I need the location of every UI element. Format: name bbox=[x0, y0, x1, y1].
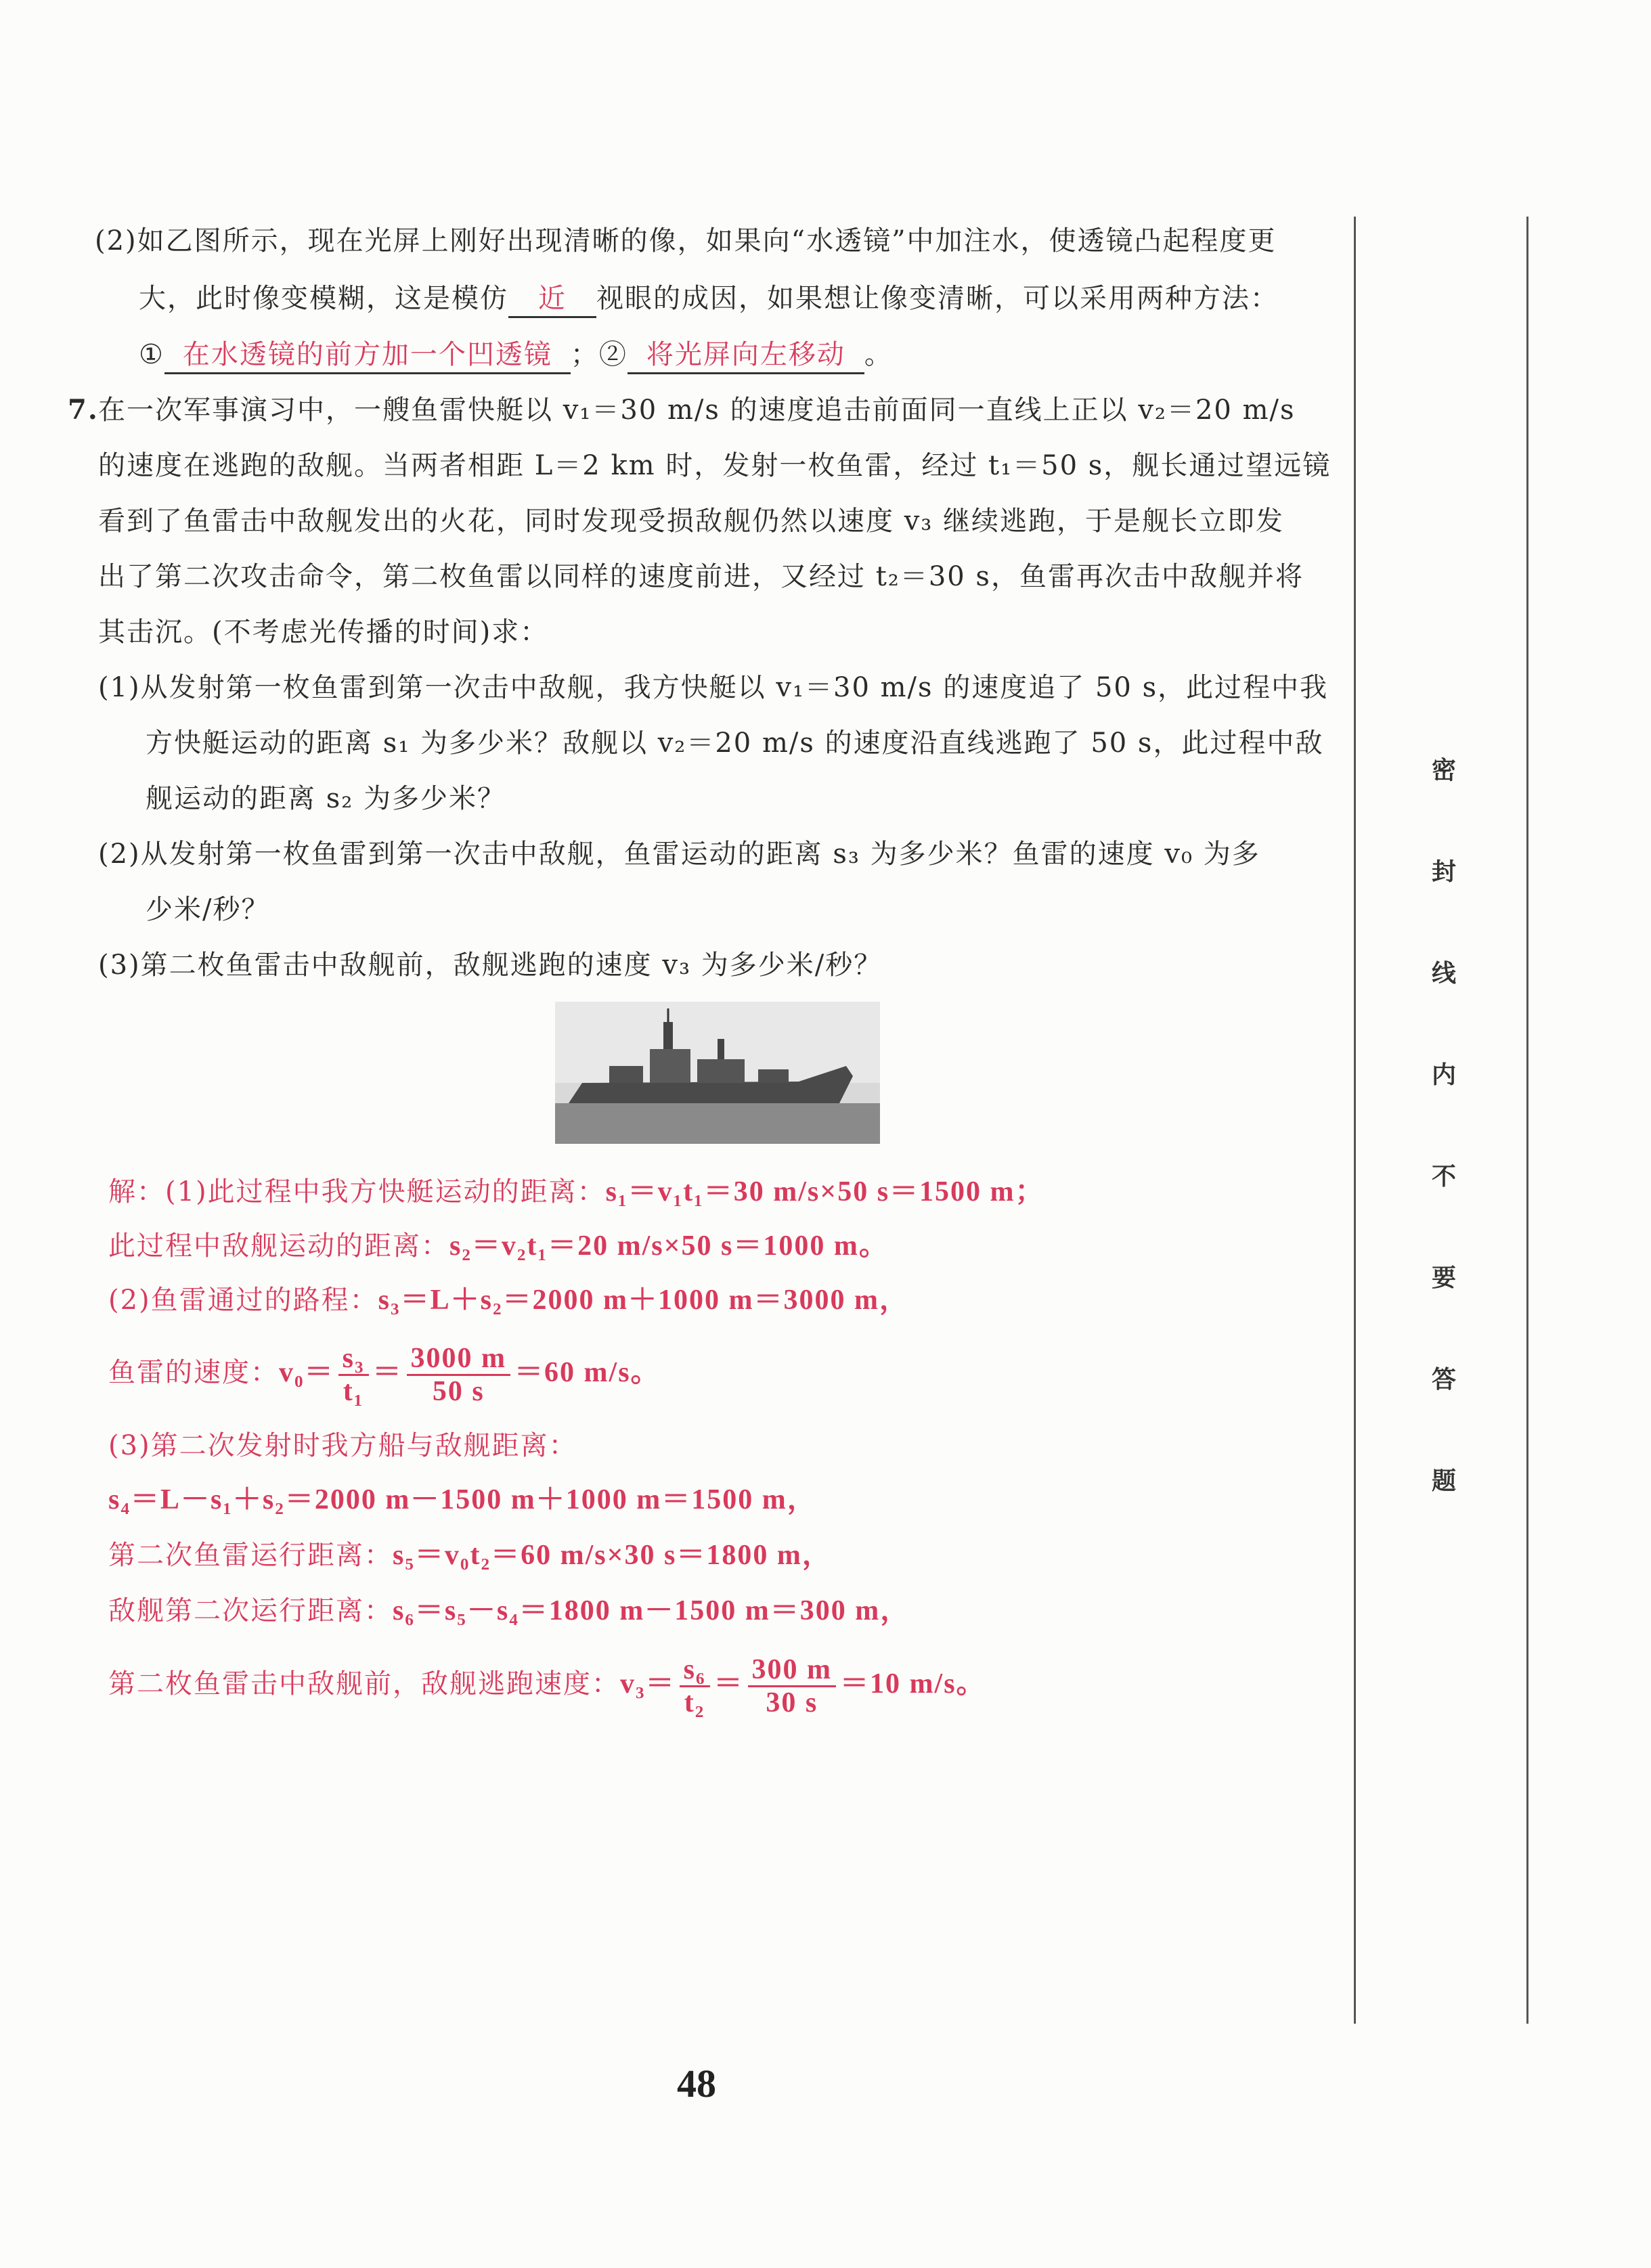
fraction bbox=[407, 1343, 511, 1407]
denominator: 30 s bbox=[766, 1687, 818, 1718]
seal-char: 不 bbox=[1432, 1162, 1457, 1191]
text: 鱼雷的速度： bbox=[108, 1357, 279, 1388]
q7-line: 的速度在逃跑的敌舰。当两者相距 L＝2 km 时，发射一枚鱼雷，经过 t₁＝50 s，舰长通过望远镜 bbox=[98, 450, 1331, 481]
page-number: 48 bbox=[677, 2062, 716, 2106]
q7-line: 看到了鱼雷击中敌舰发出的火花，同时发现受损敌舰仍然以速度 v₃ 继续逃跑，于是舰长立即发 bbox=[98, 506, 1285, 537]
text: ① bbox=[139, 339, 164, 370]
numerator: 300 m bbox=[748, 1654, 837, 1687]
math: v₃＝ bbox=[620, 1668, 676, 1699]
denominator: 50 s bbox=[432, 1375, 485, 1407]
answer-blank-1: 近 bbox=[508, 281, 596, 318]
solution-line-4 bbox=[108, 1340, 661, 1407]
solution-line-7 bbox=[108, 1538, 832, 1573]
q7-line: 其击沉。(不考虑光传播的时间)求： bbox=[98, 617, 549, 648]
solution-line-9 bbox=[108, 1651, 986, 1718]
text: 大，此时像变模糊，这是模仿 bbox=[139, 283, 508, 314]
math: s₃＝L＋s₂＝2000 m＋1000 m＝3000 m， bbox=[378, 1285, 910, 1316]
solution-line-2 bbox=[108, 1228, 889, 1264]
q7-line: 出了第二次攻击命令，第二枚鱼雷以同样的速度前进，又经过 t₂＝30 s，鱼雷再次击中敌舰并将 bbox=[98, 561, 1304, 592]
math: v₀＝ bbox=[279, 1357, 334, 1388]
warship-photo bbox=[555, 1002, 880, 1144]
seal-char: 线 bbox=[1432, 959, 1457, 987]
math: s₆＝s₅－s₄＝1800 m－1500 m＝300 m， bbox=[393, 1595, 910, 1626]
solution-line-6 bbox=[108, 1482, 817, 1517]
math: s₂＝v₂t₁＝20 m/s×50 s＝1000 m。 bbox=[449, 1230, 889, 1262]
q6-part2-line3 bbox=[139, 337, 893, 374]
seal-char: 密 bbox=[1432, 756, 1457, 784]
math: ＝60 m/s。 bbox=[514, 1357, 661, 1388]
q7-sub1-line: (1)从发射第一枚鱼雷到第一次击中敌舰，我方快艇以 v₁＝30 m/s 的速度追了 50 s，此过程中我 bbox=[98, 672, 1329, 703]
solution-line-5: (3)第二次发射时我方船与敌舰距离： bbox=[108, 1430, 577, 1461]
q7-sub1-line: 舰运动的距离 s₂ 为多少米？ bbox=[146, 783, 506, 814]
seal-char: 题 bbox=[1432, 1467, 1457, 1495]
seal-char: 内 bbox=[1432, 1061, 1457, 1089]
math: ＝10 m/s。 bbox=[840, 1668, 986, 1699]
text: 第二次鱼雷运行距离： bbox=[108, 1540, 393, 1571]
answer-blank-2: 在水透镜的前方加一个凹透镜 bbox=[164, 337, 571, 374]
fraction bbox=[748, 1654, 837, 1718]
numerator: s₆ bbox=[680, 1654, 710, 1687]
numerator: 3000 m bbox=[407, 1343, 511, 1376]
q6-part2-line1: (2)如乙图所示，现在光屏上刚好出现清晰的像，如果向“水透镜”中加注水，使透镜凸起程度更 bbox=[95, 225, 1277, 257]
margin-rule-right bbox=[1526, 217, 1528, 2024]
text: 此过程中敌舰运动的距离： bbox=[108, 1230, 449, 1262]
numerator: s₃ bbox=[338, 1343, 369, 1376]
answer-blank-3: 将光屏向左移动 bbox=[628, 337, 864, 374]
seal-char: 要 bbox=[1432, 1264, 1457, 1292]
text: 第二枚鱼雷击中敌舰前，敌舰逃跑速度： bbox=[108, 1668, 620, 1699]
text: 。 bbox=[864, 339, 893, 370]
denominator: t₂ bbox=[684, 1687, 705, 1718]
text: 敌舰第二次运行距离： bbox=[108, 1595, 393, 1626]
q7-sub1-line: 方快艇运动的距离 s₁ 为多少米？敌舰以 v₂＝20 m/s 的速度沿直线逃跑了 50 s，此过程中敌 bbox=[146, 728, 1324, 759]
math: ＝ bbox=[713, 1668, 744, 1699]
denominator: t₁ bbox=[343, 1375, 364, 1407]
q7-sub2-line: (2)从发射第一枚鱼雷到第一次击中敌舰，鱼雷运动的距离 s₃ 为多少米？鱼雷的速度 v₀ 为多 bbox=[98, 839, 1260, 870]
q7-sub2-line: 少米/秒？ bbox=[146, 894, 270, 925]
text: (2)鱼雷通过的路程： bbox=[108, 1285, 378, 1316]
math: s₁＝v₁t₁＝30 m/s×50 s＝1500 m； bbox=[605, 1176, 1045, 1207]
math: ＝ bbox=[372, 1357, 403, 1388]
text: 视眼的成因，如果想让像变清晰，可以采用两种方法： bbox=[596, 283, 1279, 314]
q6-part2-line2 bbox=[139, 281, 1279, 318]
solution-line-3 bbox=[108, 1283, 909, 1318]
question-number: 7. bbox=[68, 394, 99, 426]
text: ；② bbox=[570, 339, 628, 370]
fraction bbox=[338, 1343, 369, 1407]
q7-line: 在一次军事演习中，一艘鱼雷快艇以 v₁＝30 m/s 的速度追击前面同一直线上正以 v₂＝20 m/s bbox=[98, 395, 1296, 426]
solution-line-1 bbox=[108, 1174, 1045, 1209]
math: s₅＝v₀t₂＝60 m/s×30 s＝1800 m， bbox=[393, 1540, 832, 1571]
text: 解：(1)此过程中我方快艇运动的距离： bbox=[108, 1176, 606, 1207]
solution-line-8 bbox=[108, 1593, 910, 1628]
math: s₄＝L－s₁＋s₂＝2000 m－1500 m＋1000 m＝1500 m， bbox=[108, 1484, 817, 1515]
seal-char: 答 bbox=[1432, 1365, 1457, 1394]
margin-rule-left bbox=[1354, 217, 1356, 2024]
fraction bbox=[680, 1654, 710, 1718]
seal-char: 封 bbox=[1432, 858, 1457, 886]
q7-sub3-line: (3)第二枚鱼雷击中敌舰前，敌舰逃跑的速度 v₃ 为多少米/秒？ bbox=[98, 950, 883, 981]
